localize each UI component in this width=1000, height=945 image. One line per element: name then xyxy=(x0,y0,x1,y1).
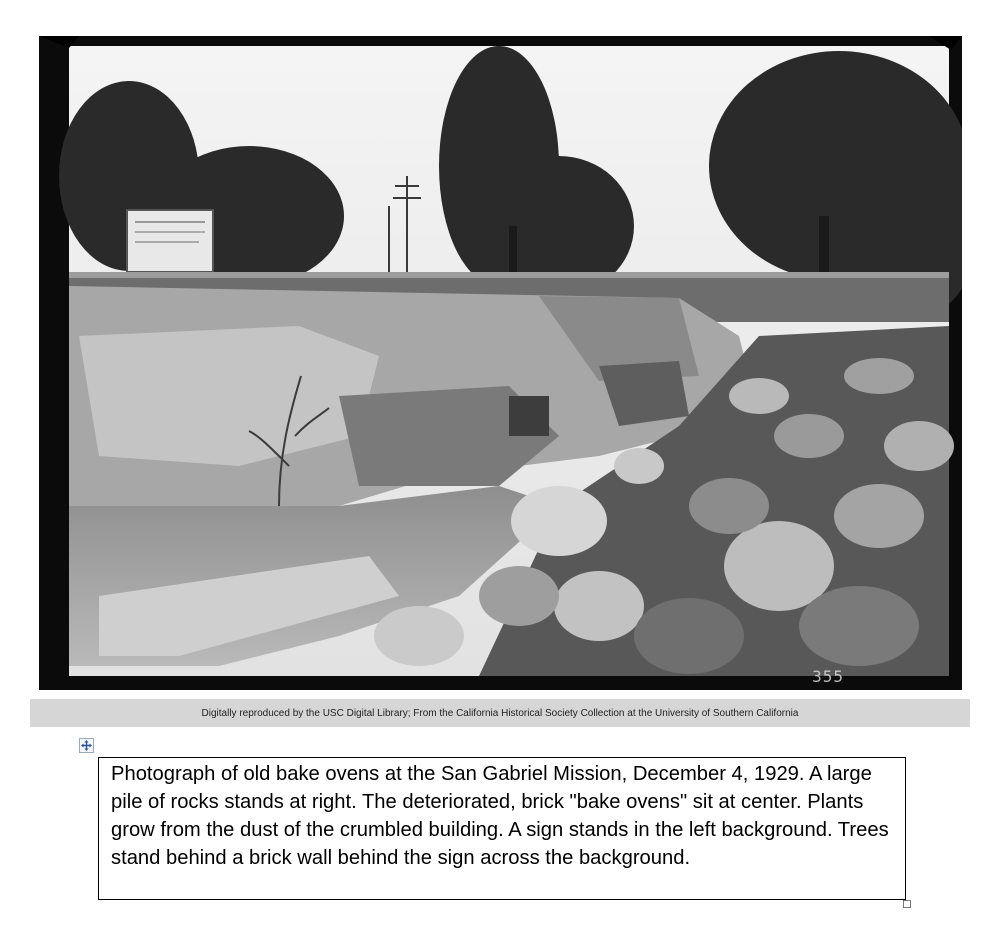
caption-text: Photograph of old bake ovens at the San Gabriel Mission, December 4, 1929. A large pile of rocks stands at right. The deteriorated, brick "bake ovens" sit at center. Plants grow from the dust of the crumbled building. A sign stands in the left background. Trees stand behind a brick wall behind the sign across the background. xyxy=(111,763,889,869)
caption-text-box[interactable] xyxy=(98,757,906,900)
credit-text: Digitally reproduced by the USC Digital Library; From the California Historical Society Collection at the University of Southern California xyxy=(201,707,799,719)
photograph xyxy=(39,36,962,690)
four-arrows-move-icon[interactable] xyxy=(79,738,94,753)
credit-bar xyxy=(30,699,970,727)
square-resize-icon[interactable] xyxy=(903,900,911,908)
sign xyxy=(127,210,213,272)
move-arrows-icon xyxy=(81,740,92,751)
photograph-frame xyxy=(39,36,962,690)
negative-frame-number: 355 xyxy=(812,667,844,686)
